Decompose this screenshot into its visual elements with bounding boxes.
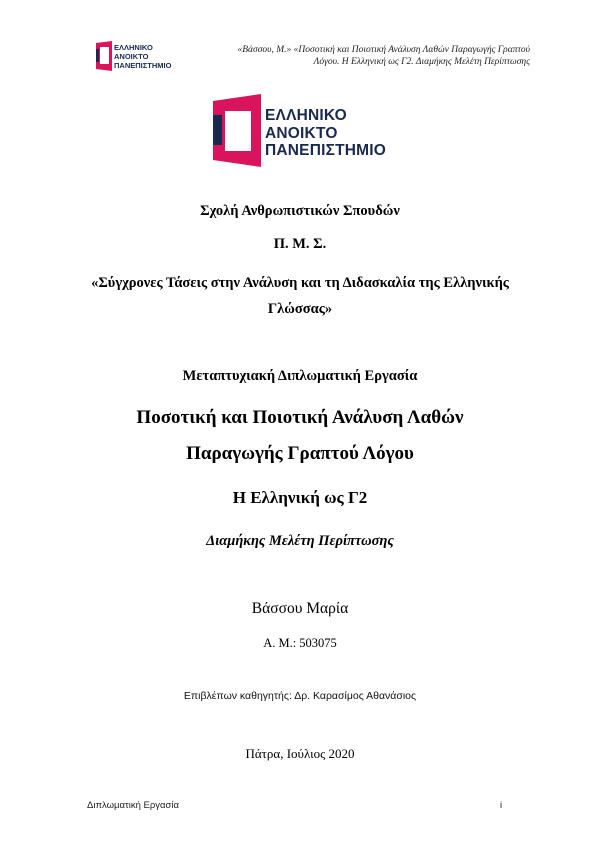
place-date: Πάτρα, Ιούλιος 2020: [245, 746, 355, 761]
thesis-title: Ποσοτική και Ποιοτική Ανάλυση Λαθών Παραγωγής Γραπτού Λόγου: [136, 407, 464, 464]
eap-emblem-icon: [203, 93, 263, 168]
school-name: Σχολή Ανθρωπιστικών Σπουδών: [200, 203, 400, 219]
eap-logo-small: [94, 40, 184, 76]
program-abbrev: Π. Μ. Σ.: [273, 236, 327, 252]
thesis-type: Μεταπτυχιακή Διπλωματική Εργασία: [182, 368, 418, 384]
logo-small-line1: ΕΛΛΗΝΙΚΟ: [114, 43, 153, 52]
footer-label: Διπλωματική Εργασία: [87, 800, 179, 811]
eap-emblem-icon: [94, 40, 114, 72]
logo-small-line3: ΠΑΝΕΠΙΣΤΗΜΙΟ: [114, 61, 172, 70]
header-citation: [190, 44, 530, 68]
program-name: «Σύγχρονες Τάσεις στην Ανάλυση και τη Διδασκαλία της Ελληνικής Γλώσσας»: [91, 275, 509, 317]
author-name: Βάσσου Μαρία: [251, 600, 349, 617]
logo-line2: ΑΝΟΙΚΤΟ: [265, 124, 338, 142]
header-citation-line1: «Βάσσου, Μ.» «Ποσοτική και Ποιοτική Ανάλυση Λαθών Παραγωγής Γραπτού: [237, 45, 530, 55]
page-number: i: [500, 800, 503, 811]
thesis-subtitle-study: Διαμήκης Μελέτη Περίπτωσης: [206, 533, 394, 549]
eap-logo-large: [203, 93, 403, 168]
student-id: Α. Μ.: 503075: [263, 636, 337, 650]
header-citation-line2: Λόγου. Η Ελληνική ως Γ2. Διαμήκης Μελέτη Περίπτωσης: [313, 57, 530, 67]
supervisor: Επιβλέπων καθηγητής: Δρ. Καρασίμος Αθανάσιος: [183, 690, 417, 702]
logo-small-line2: ΑΝΟΙΚΤΟ: [114, 52, 149, 61]
thesis-subtitle-language: Η Ελληνική ως Γ2: [232, 488, 368, 507]
logo-line1: ΕΛΛΗΝΙΚΟ: [265, 107, 347, 124]
logo-line3: ΠΑΝΕΠΙΣΤΗΜΙΟ: [265, 142, 387, 159]
